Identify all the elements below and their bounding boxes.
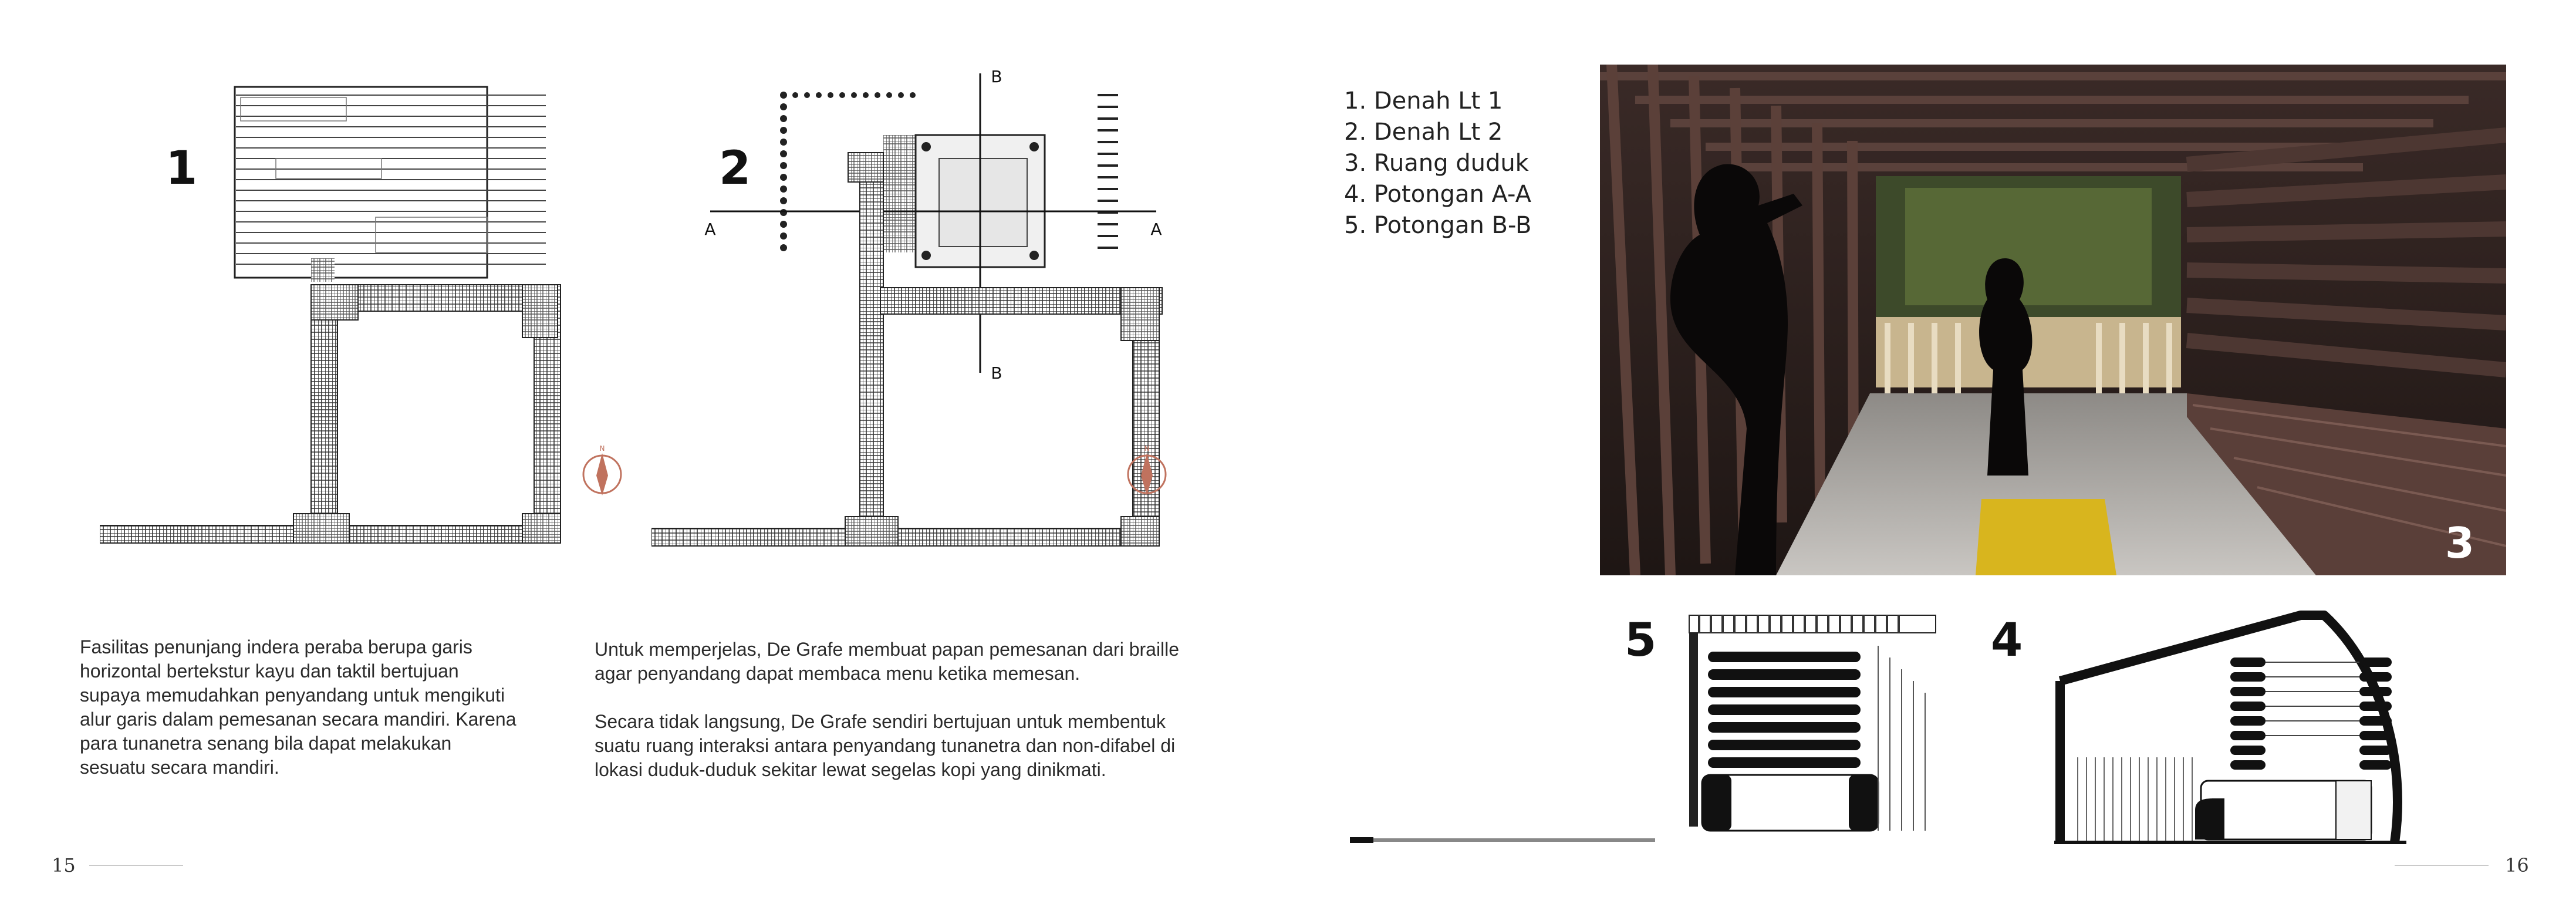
figure-legend [1344,86,1531,241]
text-line: Untuk memperjelas, De Grafe membuat papan pemesanan dari braille [595,639,1180,660]
legend-item: 5. Potongan B-B [1344,212,1532,239]
plan-1-label: 1 [166,142,198,195]
legend-item: 1. Denah Lt 1 [1344,87,1503,114]
text-line: para tunanetra senang bila dapat melakukan [80,733,452,754]
text-line: horizontal bertekstur kayu dan taktil bertujuan [80,660,459,682]
text-line: lokasi duduk-duduk sekitar lewat segelas kopi yang dinikmati. [595,759,1106,780]
text-line: suatu ruang interaksi antara penyandang tunanetra dan non-difabel di [595,735,1176,756]
page-number-right: 16 [2505,854,2529,876]
text-line: Fasilitas penunjang indera peraba berupa garis [80,636,472,658]
text-line: sesuatu secara mandiri. [80,757,279,778]
plan-2-label: 2 [719,142,751,195]
section-4-label: 4 [1991,614,2023,667]
text-line: alur garis dalam pemesanan secara mandiri. Karena [80,709,516,730]
legend-item: 2. Denah Lt 2 [1344,119,1503,146]
legend-item: 3. Ruang duduk [1344,150,1529,177]
section-b-top: B [991,67,1002,86]
compass-north-label: N [599,445,605,453]
page-number-left: 15 [52,854,76,876]
compass-north-label: N [1144,445,1150,453]
section-5-label: 5 [1625,614,1657,667]
legend-item: 4. Potongan A-A [1344,181,1531,208]
text-line: agar penyandang dapat membaca menu ketika memesan. [595,663,1081,684]
floor-plan-2 [651,65,1180,552]
north-compass-icon [1126,445,1168,498]
description-braille [595,638,1193,782]
section-a-right: A [1150,220,1162,239]
seating-area-render [1600,65,2506,575]
section-a-a-drawing [2054,611,2418,845]
section-b-b-drawing [1350,611,1937,845]
section-b-bottom: B [991,363,1002,383]
north-compass-icon [581,445,623,498]
floor-plan-1 [100,82,599,552]
footer-rule [89,865,183,866]
text-line: supaya memudahkan penyandang untuk mengikuti [80,685,505,706]
footer-rule [2395,865,2489,866]
render-label: 3 [2445,518,2474,568]
section-a-left: A [704,220,716,239]
description-tactile [80,635,538,780]
text-line: Secara tidak langsung, De Grafe sendiri bertujuan untuk membentuk [595,711,1166,732]
